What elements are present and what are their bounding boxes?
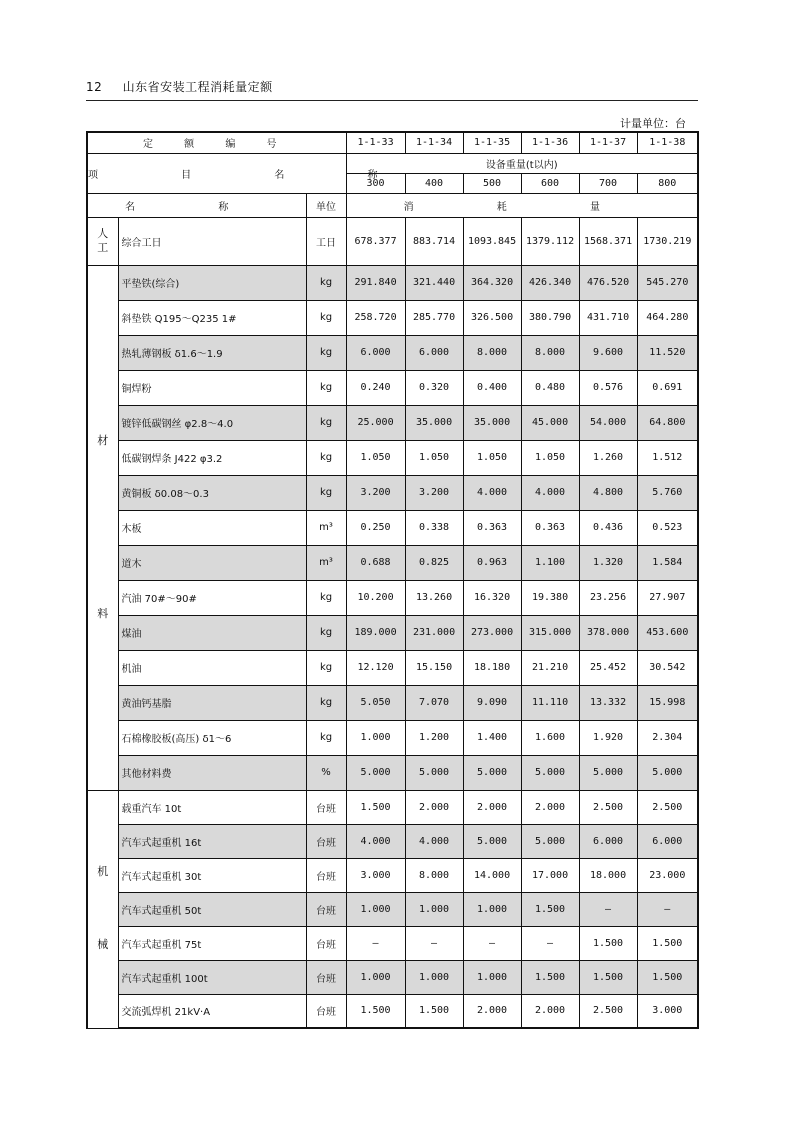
row-value: 4.000: [463, 475, 521, 510]
table-row: [87, 824, 698, 858]
row-name: 低碳钢焊条 J422 φ3.2: [118, 440, 306, 475]
row-value: 5.760: [637, 475, 698, 510]
table-row: [87, 615, 698, 650]
table-row: [87, 720, 698, 755]
row-unit: %: [306, 755, 346, 790]
row-value: —: [637, 892, 698, 926]
row-value: 2.500: [579, 994, 637, 1028]
table-row: [87, 300, 698, 335]
table-row: [87, 217, 698, 265]
row-value: 0.480: [521, 370, 579, 405]
row-name: 镀锌低碳钢丝 φ2.8～4.0: [118, 405, 306, 440]
row-value: 10.200: [346, 580, 405, 615]
row-value: 1.000: [405, 960, 463, 994]
row-value: 14.000: [463, 858, 521, 892]
quota-code-label: 定 额 编 号: [87, 132, 346, 153]
row-value: 11.520: [637, 335, 698, 370]
row-value: 21.210: [521, 650, 579, 685]
row-value: 464.280: [637, 300, 698, 335]
row-unit: kg: [306, 475, 346, 510]
row-value: 231.000: [405, 615, 463, 650]
table-row: [87, 405, 698, 440]
row-name: 汽车式起重机 30t: [118, 858, 306, 892]
row-unit: 台班: [306, 960, 346, 994]
row-value: 0.688: [346, 545, 405, 580]
row-value: 9.090: [463, 685, 521, 720]
row-value: 0.338: [405, 510, 463, 545]
table-row: [87, 335, 698, 370]
row-name: 汽油 70#～90#: [118, 580, 306, 615]
table-row: [87, 994, 698, 1028]
row-value: 1.600: [521, 720, 579, 755]
row-value: 18.000: [579, 858, 637, 892]
weight-value: 600: [521, 173, 579, 193]
row-value: 678.377: [346, 217, 405, 265]
row-value: 5.000: [405, 755, 463, 790]
category-machine: [87, 790, 118, 1028]
book-title: 山东省安装工程消耗量定额: [122, 80, 273, 94]
row-value: 1.050: [463, 440, 521, 475]
row-value: 0.320: [405, 370, 463, 405]
row-value: 1.200: [405, 720, 463, 755]
row-value: 6.000: [346, 335, 405, 370]
row-value: 2.000: [405, 790, 463, 824]
category-material-char: 料: [97, 606, 109, 620]
row-unit: 台班: [306, 892, 346, 926]
row-name: 汽车式起重机 50t: [118, 892, 306, 926]
row-value: 2.000: [521, 790, 579, 824]
row-value: 6.000: [579, 824, 637, 858]
row-unit: kg: [306, 405, 346, 440]
page-number: 12: [86, 80, 103, 94]
row-value: 23.000: [637, 858, 698, 892]
row-value: 258.720: [346, 300, 405, 335]
category-machine-char: 机: [97, 865, 109, 879]
table-row: [87, 960, 698, 994]
row-unit: 台班: [306, 858, 346, 892]
row-unit: kg: [306, 440, 346, 475]
row-name: 道木: [118, 545, 306, 580]
row-value: 1.260: [579, 440, 637, 475]
row-name: 平垫铁(综合): [118, 265, 306, 300]
row-name: 石棉橡胶板(高压) δ1～6: [118, 720, 306, 755]
row-value: 8.000: [521, 335, 579, 370]
row-unit: 台班: [306, 994, 346, 1028]
row-value: 35.000: [463, 405, 521, 440]
row-unit: kg: [306, 720, 346, 755]
row-value: 15.998: [637, 685, 698, 720]
row-value: 1.000: [405, 892, 463, 926]
row-name: 汽车式起重机 100t: [118, 960, 306, 994]
row-name: 载重汽车 10t: [118, 790, 306, 824]
row-value: 476.520: [579, 265, 637, 300]
row-name: 交流弧焊机 21kV·A: [118, 994, 306, 1028]
row-value: 1.050: [405, 440, 463, 475]
row-value: 545.270: [637, 265, 698, 300]
row-value: 4.000: [405, 824, 463, 858]
row-value: 2.000: [463, 790, 521, 824]
row-value: 2.304: [637, 720, 698, 755]
category-material-char: 材: [97, 433, 109, 447]
row-value: 13.332: [579, 685, 637, 720]
column-header-row: [87, 193, 698, 217]
row-name: 汽车式起重机 75t: [118, 926, 306, 960]
row-unit: kg: [306, 685, 346, 720]
row-value: 7.070: [405, 685, 463, 720]
row-unit: kg: [306, 580, 346, 615]
row-unit: 台班: [306, 824, 346, 858]
row-value: 3.200: [346, 475, 405, 510]
row-value: 1.920: [579, 720, 637, 755]
table-row: [87, 580, 698, 615]
row-value: 291.840: [346, 265, 405, 300]
row-value: 13.260: [405, 580, 463, 615]
row-name: 热轧薄钢板 δ1.6～1.9: [118, 335, 306, 370]
quota-code: 1-1-37: [579, 132, 637, 153]
row-value: 285.770: [405, 300, 463, 335]
table-row: [87, 510, 698, 545]
weight-label-row: [87, 153, 698, 173]
row-value: 0.240: [346, 370, 405, 405]
quota-table: [86, 131, 699, 1029]
row-value: 4.000: [521, 475, 579, 510]
row-value: 4.800: [579, 475, 637, 510]
row-value: 64.800: [637, 405, 698, 440]
weight-value: 500: [463, 173, 521, 193]
row-name: 综合工日: [118, 217, 306, 265]
row-value: 426.340: [521, 265, 579, 300]
row-unit: kg: [306, 300, 346, 335]
row-value: 25.000: [346, 405, 405, 440]
row-value: 8.000: [405, 858, 463, 892]
row-value: 3.000: [637, 994, 698, 1028]
row-value: 321.440: [405, 265, 463, 300]
row-value: 1.320: [579, 545, 637, 580]
row-value: 326.500: [463, 300, 521, 335]
row-value: 11.110: [521, 685, 579, 720]
row-value: 1.000: [346, 960, 405, 994]
table-row: [87, 790, 698, 824]
row-name: 斜垫铁 Q195～Q235 1#: [118, 300, 306, 335]
row-value: 883.714: [405, 217, 463, 265]
row-value: 5.000: [463, 755, 521, 790]
header-rule: [86, 100, 698, 101]
row-value: 5.000: [637, 755, 698, 790]
row-value: 189.000: [346, 615, 405, 650]
row-name: 黄铜板 δ0.08～0.3: [118, 475, 306, 510]
weight-value: 800: [637, 173, 698, 193]
row-value: 1.500: [579, 960, 637, 994]
row-value: 0.963: [463, 545, 521, 580]
row-value: 453.600: [637, 615, 698, 650]
row-name: 机油: [118, 650, 306, 685]
row-value: 5.000: [463, 824, 521, 858]
row-name: 黄油钙基脂: [118, 685, 306, 720]
row-name: 铜焊粉: [118, 370, 306, 405]
row-value: 5.000: [579, 755, 637, 790]
codes-row: [87, 132, 698, 153]
row-value: 3.200: [405, 475, 463, 510]
name-label: 名 称: [87, 193, 306, 217]
row-unit: m³: [306, 545, 346, 580]
row-value: 2.000: [521, 994, 579, 1028]
row-value: 1.000: [346, 892, 405, 926]
consumption-label: 消 耗 量: [346, 193, 698, 217]
table-row: [87, 685, 698, 720]
row-value: 2.500: [637, 790, 698, 824]
row-value: 18.180: [463, 650, 521, 685]
row-value: 8.000: [463, 335, 521, 370]
row-value: 1093.845: [463, 217, 521, 265]
table-row: [87, 370, 698, 405]
row-value: 9.600: [579, 335, 637, 370]
row-value: 1.584: [637, 545, 698, 580]
row-value: 3.000: [346, 858, 405, 892]
table-row: [87, 545, 698, 580]
row-name: 汽车式起重机 16t: [118, 824, 306, 858]
row-value: 0.250: [346, 510, 405, 545]
row-value: 1.000: [346, 720, 405, 755]
category-machine-char: 械: [97, 938, 109, 951]
row-value: 17.000: [521, 858, 579, 892]
category-material: [87, 265, 118, 790]
row-unit: kg: [306, 335, 346, 370]
row-value: 380.790: [521, 300, 579, 335]
row-value: 0.363: [521, 510, 579, 545]
row-value: 1.050: [521, 440, 579, 475]
table-row: [87, 475, 698, 510]
page-header: [86, 78, 273, 95]
row-value: —: [346, 926, 405, 960]
row-value: 1.500: [346, 994, 405, 1028]
table-row: [87, 926, 698, 960]
row-unit: 台班: [306, 926, 346, 960]
row-value: 1568.371: [579, 217, 637, 265]
table-row: [87, 755, 698, 790]
row-unit: m³: [306, 510, 346, 545]
row-value: 0.825: [405, 545, 463, 580]
unit-note: 计量单位：台: [620, 117, 686, 130]
row-value: 1.512: [637, 440, 698, 475]
row-value: 0.691: [637, 370, 698, 405]
row-value: 23.256: [579, 580, 637, 615]
row-value: —: [463, 926, 521, 960]
row-value: —: [579, 892, 637, 926]
row-value: 15.150: [405, 650, 463, 685]
row-value: 0.576: [579, 370, 637, 405]
unit-label: 单位: [306, 193, 346, 217]
row-value: 0.400: [463, 370, 521, 405]
row-value: 378.000: [579, 615, 637, 650]
row-value: 0.363: [463, 510, 521, 545]
weight-value: 700: [579, 173, 637, 193]
category-labor: [87, 217, 118, 265]
row-value: 1.500: [521, 892, 579, 926]
row-value: 16.320: [463, 580, 521, 615]
row-value: —: [521, 926, 579, 960]
row-value: 1.500: [405, 994, 463, 1028]
table-row: [87, 892, 698, 926]
row-unit: kg: [306, 370, 346, 405]
row-value: 273.000: [463, 615, 521, 650]
category-labor-label: 人工: [97, 227, 109, 254]
row-unit: kg: [306, 265, 346, 300]
row-value: 1.500: [346, 790, 405, 824]
row-value: 19.380: [521, 580, 579, 615]
row-value: 25.452: [579, 650, 637, 685]
row-value: 5.000: [521, 755, 579, 790]
equipment-weight-label: 设备重量(t以内): [346, 153, 698, 173]
quota-code: 1-1-38: [637, 132, 698, 153]
row-value: 2.000: [463, 994, 521, 1028]
row-unit: 工日: [306, 217, 346, 265]
row-unit: 台班: [306, 790, 346, 824]
row-value: 0.523: [637, 510, 698, 545]
row-value: 431.710: [579, 300, 637, 335]
row-value: 1.100: [521, 545, 579, 580]
row-value: 1.500: [637, 926, 698, 960]
row-value: 1.000: [463, 960, 521, 994]
row-name: 其他材料费: [118, 755, 306, 790]
table-row: [87, 265, 698, 300]
row-value: 2.500: [579, 790, 637, 824]
weight-value: 400: [405, 173, 463, 193]
row-value: 35.000: [405, 405, 463, 440]
row-value: 6.000: [637, 824, 698, 858]
row-value: 12.120: [346, 650, 405, 685]
quota-code: 1-1-36: [521, 132, 579, 153]
quota-code: 1-1-35: [463, 132, 521, 153]
row-value: 5.000: [346, 755, 405, 790]
row-value: 1.500: [637, 960, 698, 994]
row-value: 1730.219: [637, 217, 698, 265]
row-name: 煤油: [118, 615, 306, 650]
row-unit: kg: [306, 650, 346, 685]
row-value: —: [405, 926, 463, 960]
row-value: 1379.112: [521, 217, 579, 265]
row-value: 6.000: [405, 335, 463, 370]
row-value: 1.400: [463, 720, 521, 755]
row-name: 木板: [118, 510, 306, 545]
quota-code: 1-1-33: [346, 132, 405, 153]
row-value: 1.050: [346, 440, 405, 475]
row-unit: kg: [306, 615, 346, 650]
row-value: 27.907: [637, 580, 698, 615]
row-value: 364.320: [463, 265, 521, 300]
item-name-label: 项 目 名 称: [87, 153, 346, 193]
quota-code: 1-1-34: [405, 132, 463, 153]
row-value: 0.436: [579, 510, 637, 545]
row-value: 4.000: [346, 824, 405, 858]
row-value: 1.500: [521, 960, 579, 994]
row-value: 5.050: [346, 685, 405, 720]
row-value: 30.542: [637, 650, 698, 685]
row-value: 45.000: [521, 405, 579, 440]
weight-value: 300: [346, 173, 405, 193]
table-row: [87, 650, 698, 685]
row-value: 5.000: [521, 824, 579, 858]
table-row: [87, 440, 698, 475]
row-value: 54.000: [579, 405, 637, 440]
row-value: 315.000: [521, 615, 579, 650]
row-value: 1.000: [463, 892, 521, 926]
row-value: 1.500: [579, 926, 637, 960]
table-row: [87, 858, 698, 892]
